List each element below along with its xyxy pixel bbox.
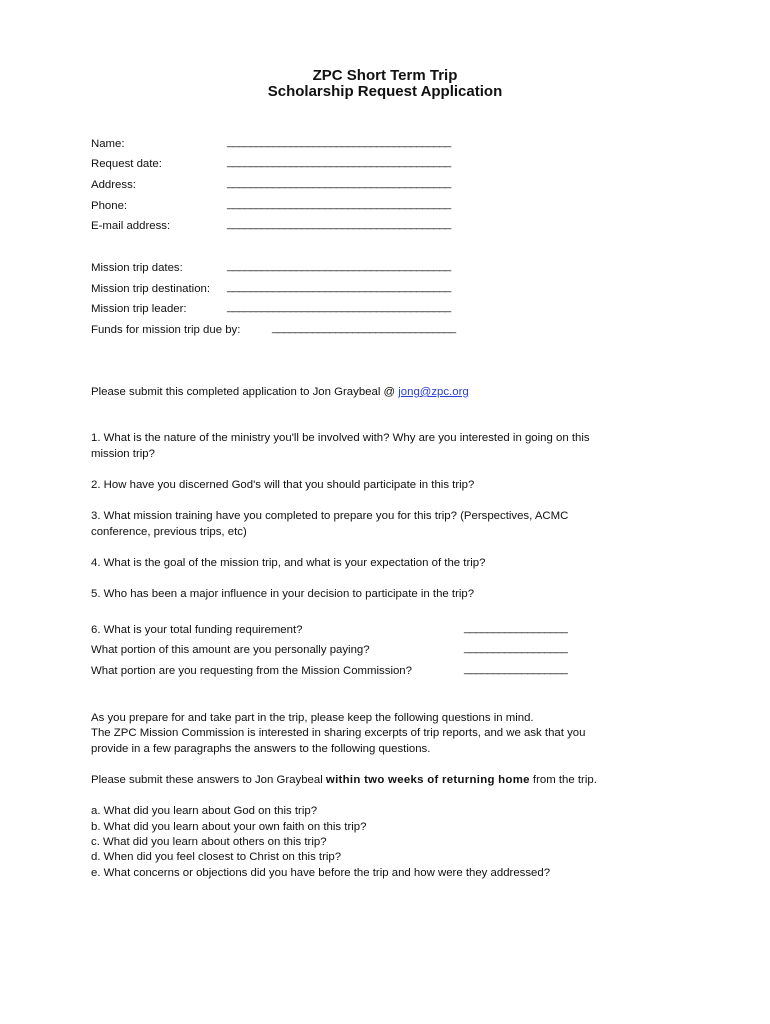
commission-request-blank[interactable]: __________________ <box>464 663 568 675</box>
funds-due-label: Funds for mission trip due by: <box>91 324 241 336</box>
question-4: 4. What is the goal of the mission trip, and what is your expectation of the trip? <box>91 557 486 569</box>
question-3-line1: 3. What mission training have you completed to prepare you for this trip? (Perspectives, ACMC <box>91 510 569 522</box>
question-5: 5. Who has been a major influence in your decision to participate in the trip? <box>91 588 475 600</box>
trip-destination-blank[interactable]: _______________________________________ <box>227 281 451 293</box>
question-2: 2. How have you discerned God's will that you should participate in this trip? <box>91 479 475 491</box>
submit-note-text: Please submit this completed application to Jon Graybeal @ <box>91 386 399 398</box>
name-blank[interactable]: _______________________________________ <box>227 136 451 148</box>
trip-leader-blank[interactable]: _______________________________________ <box>227 301 451 313</box>
reflection-question-d: d. When did you feel closest to Christ on this trip? <box>91 851 342 863</box>
phone-blank[interactable]: _______________________________________ <box>227 198 451 210</box>
reflection-submit-deadline: within two weeks of returning home <box>325 774 530 786</box>
address-label: Address: <box>91 179 136 191</box>
total-funding-label: 6. What is your total funding requirement? <box>91 624 303 636</box>
trip-dates-blank[interactable]: _______________________________________ <box>227 260 451 272</box>
question-1-line1: 1. What is the nature of the ministry you'll be involved with? Why are you interested in going on this <box>91 432 590 444</box>
reflection-para-line1: As you prepare for and take part in the trip, please keep the following questions in mind. <box>91 712 534 724</box>
address-blank[interactable]: _______________________________________ <box>227 177 451 189</box>
question-1-line2: mission trip? <box>91 448 155 460</box>
personal-paying-label: What portion of this amount are you personally paying? <box>91 644 370 656</box>
trip-dates-label: Mission trip dates: <box>91 262 183 274</box>
reflection-submit-note <box>91 775 597 786</box>
email-label: E-mail address: <box>91 220 171 232</box>
trip-leader-label: Mission trip leader: <box>91 303 187 315</box>
funds-due-blank[interactable]: ________________________________ <box>272 322 456 334</box>
request-date-blank[interactable]: _______________________________________ <box>227 156 451 168</box>
question-3-line2: conference, previous trips, etc) <box>91 526 247 538</box>
personal-paying-blank[interactable]: __________________ <box>464 642 568 654</box>
reflection-question-c: c. What did you learn about others on this trip? <box>91 836 327 848</box>
phone-label: Phone: <box>91 200 128 212</box>
reflection-question-e: e. What concerns or objections did you have before the trip and how were they addressed? <box>91 867 551 879</box>
submit-note <box>91 387 469 398</box>
name-label: Name: <box>91 138 125 150</box>
total-funding-blank[interactable]: __________________ <box>464 622 568 634</box>
email-blank[interactable]: _______________________________________ <box>227 218 451 230</box>
commission-request-label: What portion are you requesting from the Mission Commission? <box>91 665 412 677</box>
reflection-para-line3: provide in a few paragraphs the answers to the following questions. <box>91 743 431 755</box>
trip-destination-label: Mission trip destination: <box>91 283 211 295</box>
email-link[interactable]: jong@zpc.org <box>398 386 469 398</box>
form-title-line2: Scholarship Request Application <box>267 83 503 100</box>
reflection-question-a: a. What did you learn about God on this trip? <box>91 805 318 817</box>
reflection-question-b: b. What did you learn about your own faith on this trip? <box>91 821 367 833</box>
reflection-submit-before: Please submit these answers to Jon Graybeal <box>91 774 326 786</box>
reflection-para-line2: The ZPC Mission Commission is interested in sharing excerpts of trip reports, and we ask that you <box>91 727 586 739</box>
request-date-label: Request date: <box>91 158 162 170</box>
form-title-line1: ZPC Short Term Trip <box>312 67 458 84</box>
reflection-submit-after: from the trip. <box>529 774 597 786</box>
